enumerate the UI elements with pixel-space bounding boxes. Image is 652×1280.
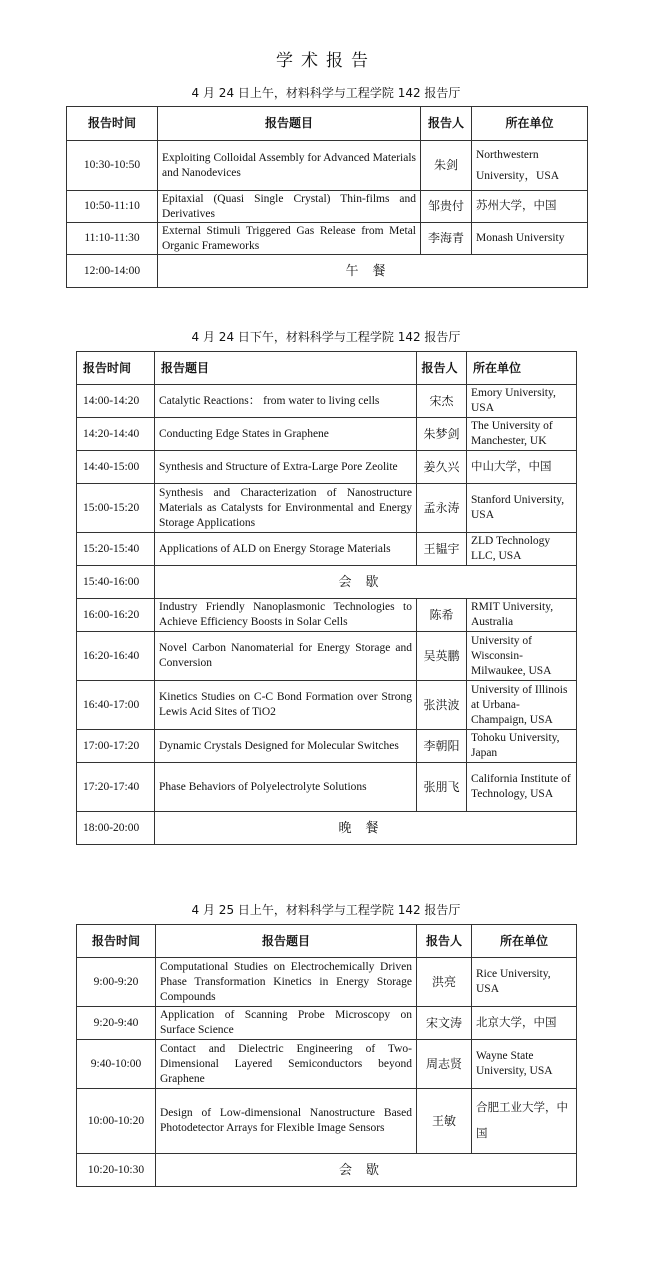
col-header-time: 报告时间 xyxy=(77,352,155,385)
table-row xyxy=(77,763,577,812)
affiliation-cell: ZLD Technology LLC, USA xyxy=(467,533,577,566)
col-header-speaker: 报告人 xyxy=(417,925,472,958)
table-row xyxy=(77,681,577,730)
affiliation-cell: 合肥工业大学，中国 xyxy=(472,1089,577,1154)
table-row xyxy=(77,958,577,1007)
col-header-time: 报告时间 xyxy=(67,107,158,141)
affiliation-cell: 苏州大学，中国 xyxy=(472,191,588,223)
schedule-table xyxy=(76,924,577,1187)
speaker-cell: 姜久兴 xyxy=(417,451,467,484)
affiliation-cell: University of Wisconsin-Milwaukee, USA xyxy=(467,632,577,681)
time-cell: 10:30-10:50 xyxy=(67,141,158,191)
speaker-cell: 王敏 xyxy=(417,1089,472,1154)
topic-cell: Industry Friendly Nanoplasmonic Technologies to Achieve Efficiency Boosts in Solar Cells xyxy=(155,599,417,632)
speaker-cell: 孟永涛 xyxy=(417,484,467,533)
topic-cell: Dynamic Crystals Designed for Molecular Switches xyxy=(155,730,417,763)
break-label: 会歇 xyxy=(155,566,577,599)
table-row xyxy=(67,223,588,255)
affiliation-cell: Monash University xyxy=(472,223,588,255)
time-cell: 10:00-10:20 xyxy=(77,1089,156,1154)
topic-cell: Application of Scanning Probe Microscopy on Surface Science xyxy=(156,1007,417,1040)
col-header-affiliation: 所在单位 xyxy=(467,352,577,385)
affiliation-cell: University of Illinois at Urbana-Champaign, USA xyxy=(467,681,577,730)
time-cell: 15:00-15:20 xyxy=(77,484,155,533)
table-row xyxy=(77,1089,577,1154)
table-row xyxy=(77,418,577,451)
time-cell: 12:00-14:00 xyxy=(67,255,158,288)
topic-cell: Kinetics Studies on C-C Bond Formation over Strong Lewis Acid Sites of TiO2 xyxy=(155,681,417,730)
page-title: 学术报告 xyxy=(276,51,376,71)
affiliation-cell: 中山大学，中国 xyxy=(467,451,577,484)
topic-cell: Synthesis and Structure of Extra-Large Pore Zeolite xyxy=(155,451,417,484)
topic-cell: Epitaxial (Quasi Single Crystal) Thin-films and Derivatives xyxy=(158,191,421,223)
break-label: 午餐 xyxy=(158,255,588,288)
table-row xyxy=(67,191,588,223)
break-row xyxy=(77,812,577,845)
time-cell: 15:20-15:40 xyxy=(77,533,155,566)
table-row xyxy=(77,1007,577,1040)
speaker-cell: 张洪波 xyxy=(417,681,467,730)
speaker-cell: 吴英鹏 xyxy=(417,632,467,681)
table-row xyxy=(77,484,577,533)
topic-cell: Novel Carbon Nanomaterial for Energy Storage and Conversion xyxy=(155,632,417,681)
col-header-topic: 报告题目 xyxy=(158,107,421,141)
affiliation-cell: The University of Manchester, UK xyxy=(467,418,577,451)
speaker-cell: 张朋飞 xyxy=(417,763,467,812)
col-header-topic: 报告题目 xyxy=(155,352,417,385)
speaker-cell: 宋杰 xyxy=(417,385,467,418)
session-heading: 4 月 25 日上午，材料科学与工程学院 142 报告厅 xyxy=(191,903,461,917)
time-cell: 17:00-17:20 xyxy=(77,730,155,763)
col-header-speaker: 报告人 xyxy=(421,107,472,141)
col-header-affiliation: 所在单位 xyxy=(472,107,588,141)
topic-cell: External Stimuli Triggered Gas Release from Metal Organic Frameworks xyxy=(158,223,421,255)
time-cell: 10:20-10:30 xyxy=(77,1154,156,1187)
time-cell: 15:40-16:00 xyxy=(77,566,155,599)
table-row xyxy=(77,385,577,418)
speaker-cell: 李朝阳 xyxy=(417,730,467,763)
speaker-cell: 宋文涛 xyxy=(417,1007,472,1040)
topic-cell: Contact and Dielectric Engineering of Two-Dimensional Layered Semiconductors beyond Graphene xyxy=(156,1040,417,1089)
affiliation-cell: Rice University, USA xyxy=(472,958,577,1007)
col-header-time: 报告时间 xyxy=(77,925,156,958)
topic-cell: Computational Studies on Electrochemically Driven Phase Transformation Kinetics in Energy Storage Compounds xyxy=(156,958,417,1007)
break-row xyxy=(77,566,577,599)
topic-cell: Phase Behaviors of Polyelectrolyte Solutions xyxy=(155,763,417,812)
time-cell: 16:40-17:00 xyxy=(77,681,155,730)
schedule-table xyxy=(76,351,577,845)
affiliation-cell: California Institute of Technology, USA xyxy=(467,763,577,812)
time-cell: 9:20-9:40 xyxy=(77,1007,156,1040)
speaker-cell: 王韫宇 xyxy=(417,533,467,566)
table-row xyxy=(77,632,577,681)
topic-cell: Applications of ALD on Energy Storage Materials xyxy=(155,533,417,566)
schedule-table xyxy=(66,106,588,288)
affiliation-cell: Emory University, USA xyxy=(467,385,577,418)
topic-cell: Design of Low-dimensional Nanostructure Based Photodetector Arrays for Flexible Image Sensors xyxy=(156,1089,417,1154)
table-row xyxy=(77,1040,577,1089)
session-heading: 4 月 24 日下午，材料科学与工程学院 142 报告厅 xyxy=(191,330,461,344)
speaker-cell: 洪亮 xyxy=(417,958,472,1007)
time-cell: 11:10-11:30 xyxy=(67,223,158,255)
time-cell: 17:20-17:40 xyxy=(77,763,155,812)
time-cell: 9:40-10:00 xyxy=(77,1040,156,1089)
col-header-speaker: 报告人 xyxy=(417,352,467,385)
topic-cell: Catalytic Reactions： from water to living cells xyxy=(155,385,417,418)
speaker-cell: 朱梦剑 xyxy=(417,418,467,451)
break-label: 会歇 xyxy=(156,1154,577,1187)
table-row xyxy=(67,141,588,191)
speaker-cell: 邹贵付 xyxy=(421,191,472,223)
table-row xyxy=(77,451,577,484)
time-cell: 14:40-15:00 xyxy=(77,451,155,484)
table-row xyxy=(77,730,577,763)
col-header-topic: 报告题目 xyxy=(156,925,417,958)
affiliation-cell: Stanford University, USA xyxy=(467,484,577,533)
table-row xyxy=(77,599,577,632)
speaker-cell: 李海青 xyxy=(421,223,472,255)
time-cell: 14:20-14:40 xyxy=(77,418,155,451)
break-row xyxy=(77,1154,577,1187)
session-heading: 4 月 24 日上午，材料科学与工程学院 142 报告厅 xyxy=(191,86,461,100)
affiliation-cell: 北京大学，中国 xyxy=(472,1007,577,1040)
time-cell: 10:50-11:10 xyxy=(67,191,158,223)
break-label: 晚餐 xyxy=(155,812,577,845)
time-cell: 9:00-9:20 xyxy=(77,958,156,1007)
speaker-cell: 朱剑 xyxy=(421,141,472,191)
table-row xyxy=(77,533,577,566)
time-cell: 18:00-20:00 xyxy=(77,812,155,845)
speaker-cell: 陈希 xyxy=(417,599,467,632)
topic-cell: Synthesis and Characterization of Nanostructure Materials as Catalysts for Environmental and Energy Storage Applications xyxy=(155,484,417,533)
col-header-affiliation: 所在单位 xyxy=(472,925,577,958)
time-cell: 14:00-14:20 xyxy=(77,385,155,418)
topic-cell: Conducting Edge States in Graphene xyxy=(155,418,417,451)
affiliation-cell: Tohoku University, Japan xyxy=(467,730,577,763)
affiliation-cell: Wayne State University, USA xyxy=(472,1040,577,1089)
time-cell: 16:00-16:20 xyxy=(77,599,155,632)
speaker-cell: 周志贤 xyxy=(417,1040,472,1089)
time-cell: 16:20-16:40 xyxy=(77,632,155,681)
affiliation-cell: Northwestern University，USA xyxy=(472,141,588,191)
break-row xyxy=(67,255,588,288)
topic-cell: Exploiting Colloidal Assembly for Advanced Materials and Nanodevices xyxy=(158,141,421,191)
affiliation-cell: RMIT University, Australia xyxy=(467,599,577,632)
